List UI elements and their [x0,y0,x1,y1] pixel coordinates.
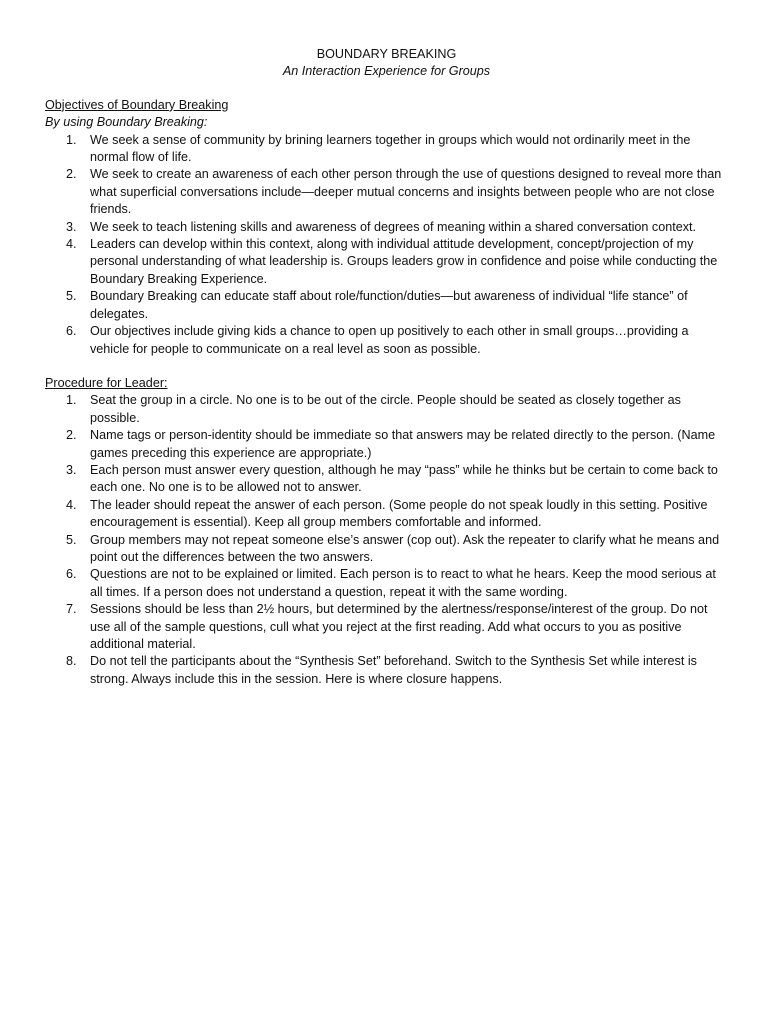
objective-text: We seek a sense of community by brining learners together in groups which would not ordinarily meet in the normal flow of life. [90,132,691,165]
objective-item [45,323,728,358]
procedure-text: Each person must answer every question, although he may “pass” while he thinks but be certain to come back to each one. No one is to be allowed not to answer. [90,462,718,495]
objectives-list [45,132,728,358]
procedure-number: 1. [66,393,77,408]
objective-item [45,132,728,167]
procedure-text: Name tags or person-identity should be immediate so that answers may be related directly to the person. (Name games preceding this experience are appropriate.) [90,428,716,460]
procedure-number: 4. [66,497,77,512]
procedure-number: 2. [66,428,77,443]
objective-number: 5. [66,289,77,304]
objective-item [45,236,728,288]
procedure-number: 7. [66,602,77,617]
procedure-number: 3. [66,462,77,477]
procedure-item [45,462,728,497]
objective-number: 1. [66,132,77,147]
procedure-number: 5. [66,532,77,547]
procedure-text: The leader should repeat the answer of each person. (Some people do not speak loudly in this setting. Positive encouragement is essential). Keep all group members comfortable and informed. [90,497,708,530]
procedure-item [45,427,728,462]
objective-number: 6. [66,324,77,339]
objective-text: Our objectives include giving kids a chance to open up positively to each other in small groups…providing a vehicle for people to communicate on a real level as soon as possible. [90,324,689,356]
objective-text: Boundary Breaking can educate staff about role/function/duties—but awareness of individual “life stance” of delegates. [90,289,688,321]
procedure-heading: Procedure for Leader: [45,375,168,390]
procedure-text: Group members may not repeat someone else’s answer (cop out). Ask the repeater to clarify what he means and point out the differences between the two answers. [90,532,720,564]
procedure-text: Questions are not to be explained or limited. Each person is to react to what he hears. Keep the mood serious at all times. If a person does not understand a question, repeat it with the same wording. [90,567,716,599]
document-title: BOUNDARY BREAKING [316,47,457,61]
procedure-item [45,653,728,688]
procedure-item [45,392,728,427]
procedure-item [45,601,728,653]
objective-item [45,166,728,218]
document-subtitle: An Interaction Experience for Groups [282,64,491,79]
objective-item [45,288,728,323]
procedure-item [45,497,728,532]
procedure-number: 6. [66,567,77,582]
procedure-section [45,375,728,688]
procedure-number: 8. [66,654,77,669]
title-block [45,46,728,81]
objective-number: 2. [66,167,77,182]
objective-text: We seek to teach listening skills and awareness of degrees of meaning within a shared conversation context. [90,219,697,234]
objective-item [45,219,728,236]
procedure-text: Do not tell the participants about the “Synthesis Set” beforehand. Switch to the Synthesis Set while interest is strong. Always include this in the session. Here is where closure happens. [90,654,697,686]
objectives-intro: By using Boundary Breaking: [45,115,208,130]
procedure-list [45,392,728,688]
objectives-section [45,97,728,358]
objectives-heading: Objectives of Boundary Breaking [45,97,229,112]
procedure-text: Sessions should be less than 2½ hours, but determined by the alertness/response/interest of the group. Do not use all of the sample questions, cull what you reject at the first reading. Add what occurs to you as positive additional material. [90,602,708,651]
objective-text: We seek to create an awareness of each other person through the use of questions designed to reveal more than what superficial conversations include—deeper mutual concerns and insights between people who are not close friends. [90,167,722,217]
objective-number: 3. [66,219,77,234]
procedure-text: Seat the group in a circle. No one is to be out of the circle. People should be seated as closely together as possible. [90,393,681,425]
procedure-item [45,532,728,567]
objective-number: 4. [66,237,77,252]
objective-text: Leaders can develop within this context, along with individual attitude development, concept/projection of my personal understanding of what leadership is. Groups leaders grow in confidence and poise while conducting the Boundary Breaking Experience. [90,237,718,286]
procedure-item [45,566,728,601]
